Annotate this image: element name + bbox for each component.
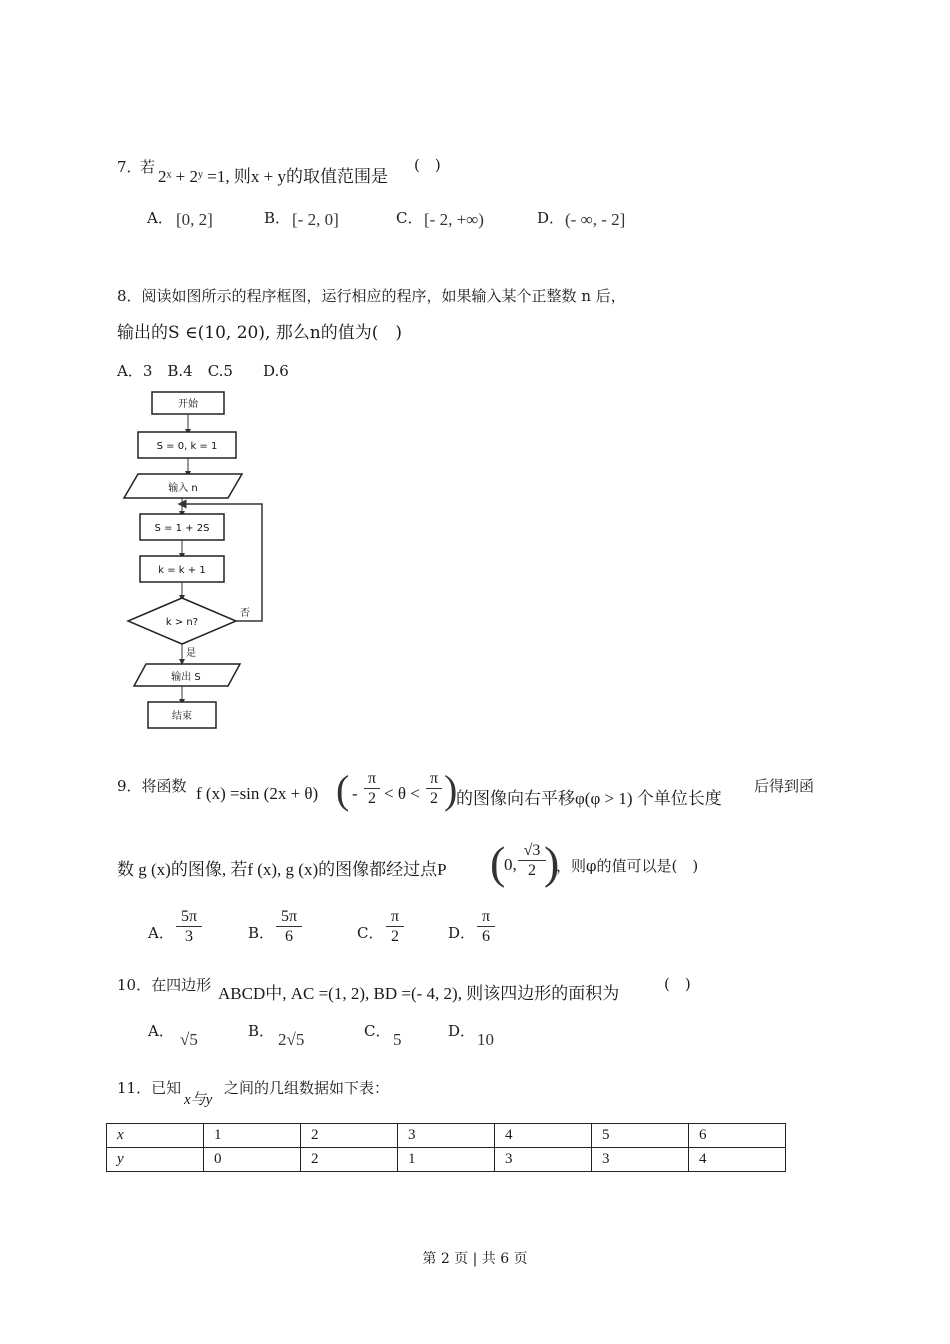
q9-line2: 数 g (x)的图像, 若f (x), g (x)的图像都经过点P [117, 860, 447, 879]
q9-option-b-fraction [276, 908, 302, 947]
table-cell: 2 [301, 1148, 398, 1172]
q7-number: 7． [117, 158, 142, 176]
q11-xy: x与y [184, 1092, 213, 1108]
q9-text2: ，则φ的值可以是( ) [556, 857, 699, 875]
q11-tail: 之间的几组数据如下表： [224, 1079, 390, 1097]
flow-step1-text: S = 1 + 2S [154, 523, 210, 534]
table-row [107, 1148, 786, 1172]
flow-input-text: 输入 n [168, 483, 198, 494]
flow-start-text: 开始 [178, 399, 198, 410]
q8-options: A．3 B.4 C.5 D.6 [117, 362, 289, 380]
q9-option-d-num: π [477, 908, 495, 927]
q9-left-paren: ( [336, 767, 350, 812]
q9-inequality: < θ < [384, 784, 420, 803]
q7-expression: 2ˣ + 2ʸ =1, 则x + y的取值范围是 [158, 167, 388, 186]
q9-point-x: 0, [504, 855, 517, 874]
q8-line1: 8．阅读如图所示的程序框图，运行相应的程序，如果输入某个正整数 n 后， [117, 287, 626, 305]
table-cell: 4 [689, 1148, 786, 1172]
flow-condition-text: k > n? [165, 617, 199, 628]
q9-option-a-den: 3 [185, 928, 193, 945]
q7-prefix: 若 [140, 158, 156, 176]
q7-option-c-value: [- 2, +∞) [424, 210, 484, 229]
q9-point-y-num: √3 [518, 842, 546, 861]
q9-option-a-label: A． [148, 924, 174, 942]
table-row [107, 1124, 786, 1148]
flow-output-text: 输出 S [171, 672, 201, 683]
q11-number: 11．已知 [117, 1079, 182, 1097]
q11-data-table [106, 1123, 786, 1172]
q9-option-a-fraction [176, 908, 202, 947]
q9-number: 9．将函数 [117, 777, 187, 795]
q7-option-a-value: [0, 2] [176, 210, 213, 229]
flow-yes-label: 是 [186, 648, 196, 659]
flow-no-label: 否 [240, 608, 250, 619]
table-cell: 3 [495, 1148, 592, 1172]
table-cell: 5 [592, 1124, 689, 1148]
q10-option-a-label: A． [148, 1022, 174, 1040]
q9-option-c-fraction [386, 908, 404, 947]
q9-option-b-num: 5π [276, 908, 302, 927]
table-cell: x [107, 1124, 204, 1148]
q9-interval-right-den: 2 [430, 790, 438, 807]
q9-option-c-label: C． [357, 924, 384, 942]
table-cell: 4 [495, 1124, 592, 1148]
q9-text1: 的图像向右平移φ(φ > 1) 个单位长度 [456, 789, 722, 808]
q7-option-a-label: A． [147, 209, 173, 227]
table-cell: y [107, 1148, 204, 1172]
q10-option-c-label: C． [364, 1022, 391, 1040]
q9-option-d-fraction [477, 908, 495, 947]
q9-interval-right-num: π [426, 770, 442, 789]
q9-option-b-den: 6 [285, 928, 293, 945]
q10-option-b-value: 2√5 [278, 1030, 305, 1049]
table-cell: 2 [301, 1124, 398, 1148]
table-cell: 3 [398, 1124, 495, 1148]
table-cell: 1 [204, 1124, 301, 1148]
q8-line2: 输出的S ∈(10, 20), 那么n的值为( ) [117, 323, 402, 343]
q9-point-right-paren: ) [544, 837, 560, 888]
flow-end-text: 结束 [172, 711, 192, 722]
q9-function: f (x) =sin (2x + θ) [196, 784, 319, 803]
q10-option-d-label: D． [448, 1022, 476, 1040]
q7-option-d-label: D． [537, 209, 565, 227]
q9-tail: 后得到函 [754, 777, 815, 795]
q7-option-c-label: C． [396, 209, 423, 227]
flow-step2-text: k = k + 1 [158, 565, 206, 576]
q9-interval-right-fraction [426, 770, 442, 809]
q10-number: 10．在四边形 [117, 976, 212, 994]
flow-init-text: S = 0, k = 1 [156, 441, 218, 452]
q10-option-c-value: 5 [393, 1030, 402, 1049]
q9-option-c-den: 2 [391, 928, 399, 945]
q7-paren: ( ) [414, 156, 441, 174]
q10-expression: ABCD中, AC =(1, 2), BD =(- 4, 2), 则该四边形的面积为 [218, 984, 620, 1003]
table-cell: 3 [592, 1148, 689, 1172]
q9-interval-left-den: 2 [368, 790, 376, 807]
q9-interval-left-fraction [364, 770, 380, 809]
q9-interval-left-num: π [364, 770, 380, 789]
page-footer: 第 2 页 | 共 6 页 [422, 1251, 528, 1267]
q9-option-b-label: B． [248, 924, 275, 942]
q9-point-left-paren: ( [490, 837, 506, 888]
table-cell: 6 [689, 1124, 786, 1148]
q7-option-b-value: [- 2, 0] [292, 210, 339, 229]
q9-option-d-den: 6 [482, 928, 490, 945]
q9-option-a-num: 5π [176, 908, 202, 927]
q8-flowchart [120, 384, 280, 738]
q7-option-b-label: B． [264, 209, 291, 227]
q10-paren: ( ) [664, 975, 691, 993]
q9-point-y-den: 2 [528, 862, 536, 879]
table-cell: 1 [398, 1148, 495, 1172]
q10-option-d-value: 10 [477, 1030, 494, 1049]
q7-option-d-value: (- ∞, - 2] [565, 210, 626, 229]
table-cell: 0 [204, 1148, 301, 1172]
q9-minus: - [352, 784, 358, 803]
q9-option-c-num: π [386, 908, 404, 927]
q9-option-d-label: D． [448, 924, 476, 942]
q9-right-paren: ) [444, 767, 458, 812]
q9-point-y-fraction [518, 842, 546, 881]
q10-option-a-value: √5 [180, 1030, 198, 1049]
q10-option-b-label: B． [248, 1022, 275, 1040]
